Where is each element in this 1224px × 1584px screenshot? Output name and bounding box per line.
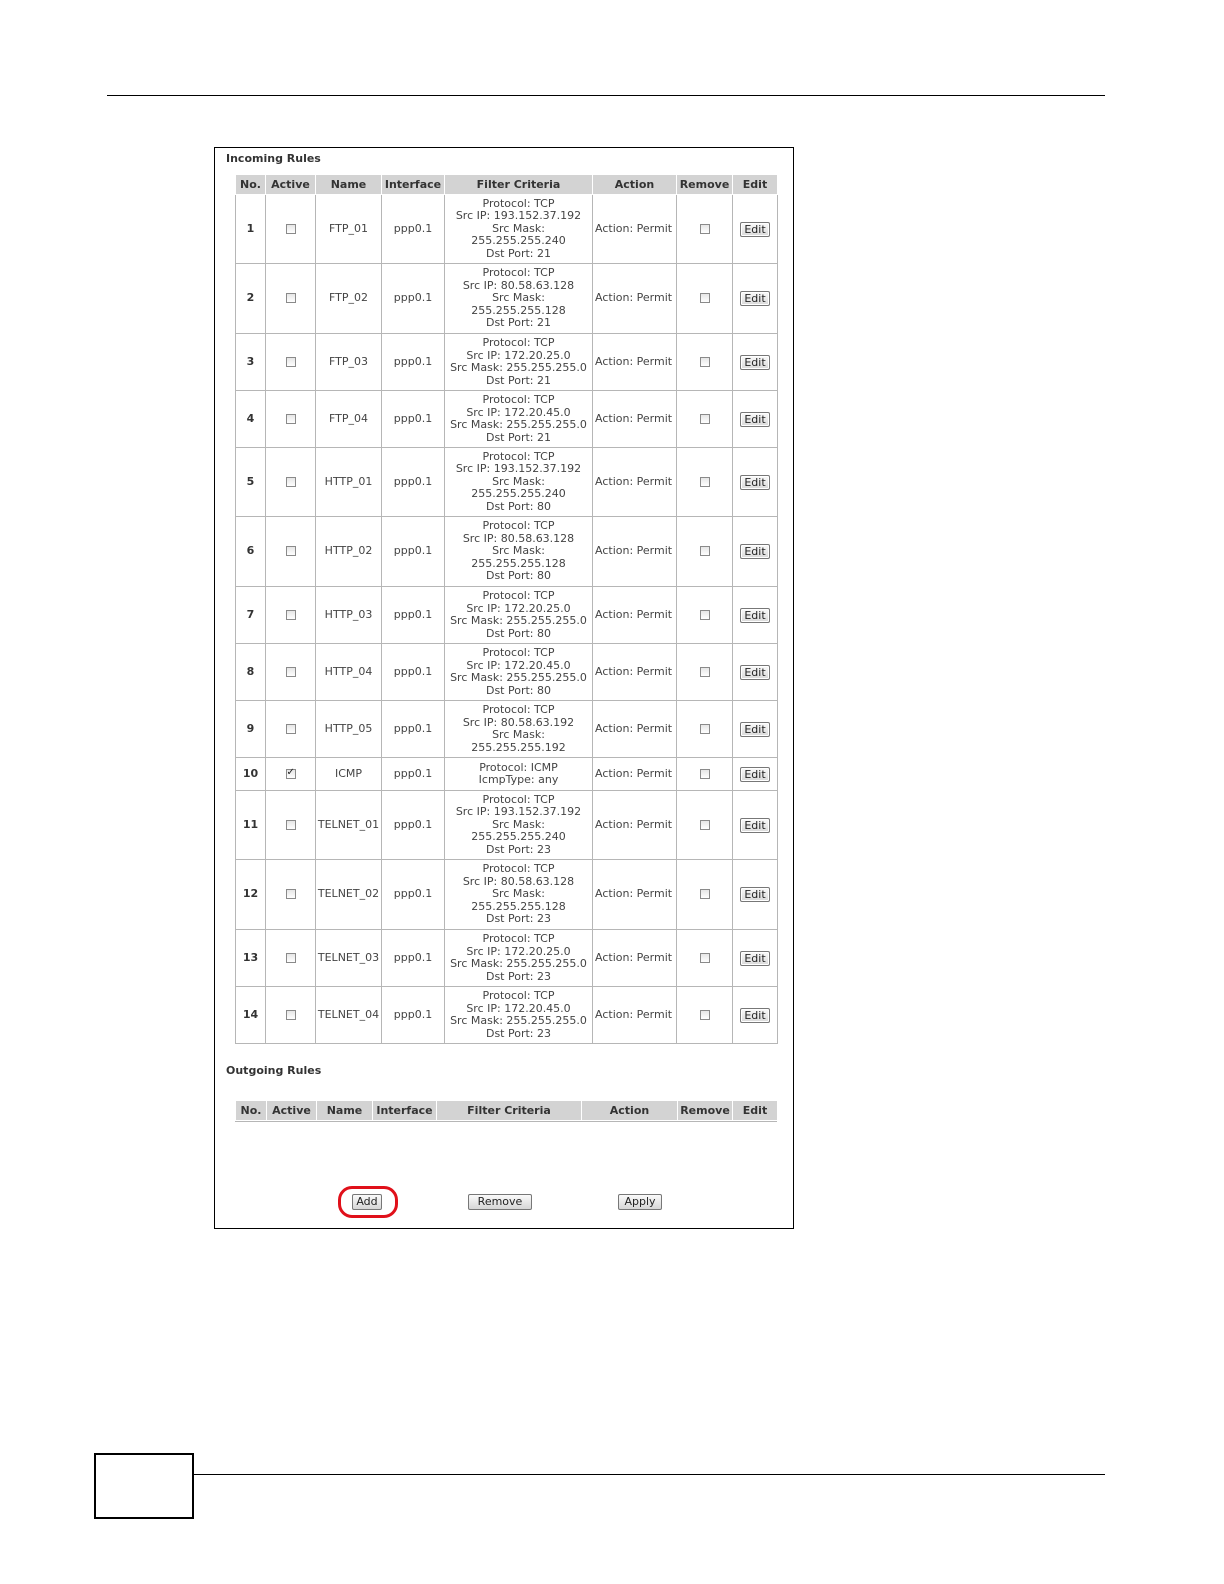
header-rule: [107, 95, 1105, 96]
criteria-line: Protocol: TCP: [482, 449, 555, 463]
firewall-rules-panel: [214, 147, 794, 1229]
edit-cell: [733, 860, 778, 930]
criteria-line: 255.255.255.240: [471, 830, 566, 844]
edit-cell: [733, 391, 778, 448]
criteria-line: Src IP: 193.152.37.192: [455, 805, 582, 819]
edit-cell: [733, 334, 778, 391]
rule-name: HTTP_01: [316, 448, 382, 517]
filter-criteria: [445, 987, 593, 1044]
incoming-col-header: Edit: [733, 175, 778, 195]
rule-name: FTP_02: [316, 264, 382, 334]
rule-name: FTP_01: [316, 195, 382, 264]
filter-criteria: [445, 644, 593, 701]
outgoing-rules-table: [235, 1100, 778, 1121]
criteria-line: Src IP: 172.20.25.0: [466, 348, 571, 362]
edit-button[interactable]: Edit: [740, 665, 769, 680]
active-checkbox[interactable]: [286, 477, 296, 487]
rule-action: Action: Permit: [593, 860, 677, 930]
active-cell: [266, 334, 316, 391]
table-row: [236, 860, 778, 930]
rule-interface: ppp0.1: [382, 860, 445, 930]
remove-checkbox[interactable]: [700, 414, 710, 424]
active-checkbox[interactable]: [286, 724, 296, 734]
remove-cell: [677, 758, 733, 791]
rule-number: 10: [236, 758, 266, 791]
criteria-line: Src IP: 172.20.45.0: [466, 658, 571, 672]
rule-interface: ppp0.1: [382, 195, 445, 264]
edit-button[interactable]: Edit: [740, 722, 769, 737]
page-number-box: [94, 1453, 194, 1519]
incoming-col-header: Action: [593, 175, 677, 195]
active-checkbox[interactable]: [286, 1010, 296, 1020]
incoming-rules-table: [235, 174, 778, 1044]
rule-number: 9: [236, 701, 266, 758]
criteria-line: Dst Port: 21: [485, 246, 552, 260]
active-checkbox[interactable]: [286, 667, 296, 677]
rule-name: HTTP_03: [316, 587, 382, 644]
active-checkbox[interactable]: [286, 546, 296, 556]
active-checkbox[interactable]: [286, 610, 296, 620]
edit-cell: [733, 587, 778, 644]
outgoing-table-divider: [235, 1121, 777, 1122]
criteria-line: 255.255.255.128: [471, 303, 566, 317]
remove-cell: [677, 791, 733, 860]
criteria-line: Dst Port: 80: [485, 569, 552, 583]
rule-action: Action: Permit: [593, 987, 677, 1044]
rule-number: 11: [236, 791, 266, 860]
criteria-line: Src IP: 193.152.37.192: [455, 209, 582, 223]
table-row: [236, 195, 778, 264]
criteria-line: Dst Port: 23: [485, 1026, 552, 1040]
remove-cell: [677, 448, 733, 517]
remove-cell: [677, 517, 733, 587]
rule-interface: ppp0.1: [382, 391, 445, 448]
rule-number: 14: [236, 987, 266, 1044]
rule-interface: ppp0.1: [382, 791, 445, 860]
remove-cell: [677, 391, 733, 448]
filter-criteria: [445, 930, 593, 987]
rule-interface: ppp0.1: [382, 517, 445, 587]
criteria-line: Protocol: TCP: [482, 862, 555, 876]
rule-name: FTP_04: [316, 391, 382, 448]
filter-criteria: [445, 517, 593, 587]
rule-interface: ppp0.1: [382, 758, 445, 791]
rule-action: Action: Permit: [593, 587, 677, 644]
remove-cell: [677, 334, 733, 391]
table-row: [236, 587, 778, 644]
criteria-line: Src IP: 80.58.63.192: [462, 715, 575, 729]
criteria-line: Protocol: TCP: [482, 336, 555, 349]
remove-checkbox[interactable]: [700, 357, 710, 367]
edit-cell: [733, 987, 778, 1044]
table-row: [236, 334, 778, 391]
active-cell: [266, 587, 316, 644]
criteria-line: Src IP: 172.20.25.0: [466, 601, 571, 615]
criteria-line: 255.255.255.192: [471, 740, 566, 754]
criteria-line: Protocol: ICMP: [479, 760, 558, 774]
edit-button[interactable]: Edit: [740, 412, 769, 427]
rule-action: Action: Permit: [593, 644, 677, 701]
active-checkbox[interactable]: [286, 224, 296, 234]
criteria-line: Src IP: 172.20.25.0: [466, 944, 571, 958]
edit-button[interactable]: Edit: [740, 767, 769, 782]
rule-number: 7: [236, 587, 266, 644]
remove-cell: [677, 860, 733, 930]
active-cell: [266, 701, 316, 758]
rule-name: HTTP_04: [316, 644, 382, 701]
criteria-line: Protocol: TCP: [482, 703, 555, 716]
outgoing-col-header: No.: [236, 1101, 267, 1121]
active-checkbox[interactable]: [286, 414, 296, 424]
criteria-line: Protocol: TCP: [482, 989, 555, 1002]
active-cell: [266, 758, 316, 791]
incoming-col-header: Name: [316, 175, 382, 195]
criteria-line: 255.255.255.240: [471, 234, 566, 248]
active-cell: [266, 930, 316, 987]
remove-checkbox[interactable]: [700, 820, 710, 830]
criteria-line: Src Mask: 255.255.255.0: [450, 1014, 587, 1027]
filter-criteria: [445, 334, 593, 391]
rule-action: Action: Permit: [593, 758, 677, 791]
criteria-line: Src Mask: 255.255.255.0: [450, 614, 587, 627]
table-row: [236, 517, 778, 587]
criteria-line: 255.255.255.128: [471, 556, 566, 570]
rule-action: Action: Permit: [593, 930, 677, 987]
incoming-col-header: Remove: [677, 175, 733, 195]
filter-criteria: [445, 791, 593, 860]
criteria-line: IcmpType: any: [478, 773, 559, 786]
incoming-header-row: [236, 175, 778, 195]
criteria-line: Src IP: 80.58.63.128: [462, 278, 575, 292]
edit-button[interactable]: Edit: [740, 291, 769, 306]
rule-number: 1: [236, 195, 266, 264]
criteria-line: Dst Port: 80: [485, 626, 552, 640]
rule-action: Action: Permit: [593, 264, 677, 334]
edit-button[interactable]: Edit: [740, 475, 769, 490]
criteria-line: Src Mask:: [492, 474, 545, 488]
criteria-line: Src Mask: 255.255.255.0: [450, 418, 587, 431]
criteria-line: Protocol: TCP: [482, 393, 555, 406]
remove-cell: [677, 587, 733, 644]
remove-checkbox[interactable]: [700, 1010, 710, 1020]
rule-number: 3: [236, 334, 266, 391]
edit-cell: [733, 791, 778, 860]
rule-number: 5: [236, 448, 266, 517]
table-row: [236, 930, 778, 987]
criteria-line: Src Mask: 255.255.255.0: [450, 671, 587, 684]
rule-number: 6: [236, 517, 266, 587]
outgoing-col-header: Remove: [678, 1101, 733, 1121]
rule-interface: ppp0.1: [382, 587, 445, 644]
table-row: [236, 701, 778, 758]
rule-action: Action: Permit: [593, 334, 677, 391]
remove-checkbox[interactable]: [700, 293, 710, 303]
criteria-line: Dst Port: 80: [485, 683, 552, 697]
criteria-line: Dst Port: 21: [485, 430, 552, 444]
rule-interface: ppp0.1: [382, 701, 445, 758]
outgoing-col-header: Name: [317, 1101, 373, 1121]
rule-action: Action: Permit: [593, 195, 677, 264]
rule-name: TELNET_02: [316, 860, 382, 930]
active-checkbox[interactable]: [286, 769, 296, 779]
table-row: [236, 987, 778, 1044]
add-button[interactable]: Add: [352, 1194, 382, 1210]
table-row: [236, 644, 778, 701]
edit-cell: [733, 517, 778, 587]
criteria-line: Protocol: TCP: [482, 519, 555, 533]
filter-criteria: [445, 860, 593, 930]
remove-cell: [677, 195, 733, 264]
criteria-line: Protocol: TCP: [482, 792, 555, 806]
edit-cell: [733, 195, 778, 264]
rule-number: 2: [236, 264, 266, 334]
incoming-col-header: Active: [266, 175, 316, 195]
edit-button[interactable]: Edit: [740, 544, 769, 559]
edit-button[interactable]: Edit: [740, 951, 769, 966]
edit-cell: [733, 930, 778, 987]
edit-cell: [733, 264, 778, 334]
active-cell: [266, 987, 316, 1044]
criteria-line: Src Mask:: [492, 221, 545, 235]
filter-criteria: [445, 701, 593, 758]
criteria-line: Src Mask:: [492, 817, 545, 831]
criteria-line: Src IP: 80.58.63.128: [462, 531, 575, 545]
filter-criteria: [445, 264, 593, 334]
incoming-rules-title: Incoming Rules: [226, 152, 321, 165]
criteria-line: Protocol: TCP: [482, 932, 555, 945]
active-cell: [266, 791, 316, 860]
criteria-line: Dst Port: 23: [485, 969, 552, 983]
rule-action: Action: Permit: [593, 517, 677, 587]
criteria-line: Src Mask:: [492, 544, 545, 558]
rule-action: Action: Permit: [593, 448, 677, 517]
criteria-line: Protocol: TCP: [482, 266, 555, 280]
criteria-line: Dst Port: 21: [485, 316, 552, 330]
remove-checkbox[interactable]: [700, 610, 710, 620]
table-row: [236, 758, 778, 791]
active-cell: [266, 391, 316, 448]
remove-button[interactable]: Remove: [468, 1194, 532, 1210]
rule-name: HTTP_05: [316, 701, 382, 758]
remove-checkbox[interactable]: [700, 477, 710, 487]
rule-name: FTP_03: [316, 334, 382, 391]
incoming-col-header: Filter Criteria: [445, 175, 593, 195]
active-cell: [266, 644, 316, 701]
rule-interface: ppp0.1: [382, 448, 445, 517]
edit-cell: [733, 758, 778, 791]
edit-button[interactable]: Edit: [740, 222, 769, 237]
criteria-line: Dst Port: 21: [485, 373, 552, 387]
rule-number: 12: [236, 860, 266, 930]
outgoing-col-header: Filter Criteria: [437, 1101, 582, 1121]
remove-checkbox[interactable]: [700, 667, 710, 677]
filter-criteria: [445, 391, 593, 448]
outgoing-col-header: Action: [582, 1101, 678, 1121]
rule-name: ICMP: [316, 758, 382, 791]
rule-name: TELNET_01: [316, 791, 382, 860]
rule-action: Action: Permit: [593, 791, 677, 860]
criteria-line: Src Mask:: [492, 887, 545, 901]
criteria-line: Protocol: TCP: [482, 196, 555, 210]
filter-criteria: [445, 758, 593, 791]
rule-interface: ppp0.1: [382, 334, 445, 391]
criteria-line: Protocol: TCP: [482, 646, 555, 659]
rule-action: Action: Permit: [593, 701, 677, 758]
criteria-line: Src Mask:: [492, 728, 545, 741]
apply-button[interactable]: Apply: [618, 1194, 662, 1210]
active-checkbox[interactable]: [286, 953, 296, 963]
outgoing-col-header: Active: [267, 1101, 317, 1121]
edit-cell: [733, 644, 778, 701]
rule-interface: ppp0.1: [382, 930, 445, 987]
criteria-line: Dst Port: 23: [485, 912, 552, 926]
rule-name: TELNET_04: [316, 987, 382, 1044]
active-cell: [266, 195, 316, 264]
criteria-line: Src IP: 172.20.45.0: [466, 405, 571, 419]
active-checkbox[interactable]: [286, 820, 296, 830]
criteria-line: 255.255.255.128: [471, 899, 566, 913]
criteria-line: 255.255.255.240: [471, 487, 566, 501]
criteria-line: Src IP: 80.58.63.128: [462, 874, 575, 888]
rule-interface: ppp0.1: [382, 987, 445, 1044]
criteria-line: Protocol: TCP: [482, 589, 555, 602]
table-row: [236, 264, 778, 334]
rule-interface: ppp0.1: [382, 264, 445, 334]
rule-number: 8: [236, 644, 266, 701]
outgoing-rules-title: Outgoing Rules: [226, 1064, 322, 1077]
remove-cell: [677, 644, 733, 701]
remove-checkbox[interactable]: [700, 953, 710, 963]
criteria-line: Src Mask: 255.255.255.0: [450, 361, 587, 374]
outgoing-col-header: Edit: [733, 1101, 778, 1121]
rule-name: HTTP_02: [316, 517, 382, 587]
active-cell: [266, 448, 316, 517]
edit-button[interactable]: Edit: [740, 608, 769, 623]
criteria-line: Dst Port: 23: [485, 842, 552, 856]
remove-cell: [677, 701, 733, 758]
table-row: [236, 391, 778, 448]
remove-checkbox[interactable]: [700, 224, 710, 234]
rule-number: 4: [236, 391, 266, 448]
footer-rule: [192, 1474, 1105, 1475]
rule-action: Action: Permit: [593, 391, 677, 448]
edit-button[interactable]: Edit: [740, 355, 769, 370]
edit-cell: [733, 448, 778, 517]
remove-cell: [677, 930, 733, 987]
active-cell: [266, 860, 316, 930]
remove-checkbox[interactable]: [700, 769, 710, 779]
filter-criteria: [445, 587, 593, 644]
edit-cell: [733, 701, 778, 758]
active-checkbox[interactable]: [286, 357, 296, 367]
rule-number: 13: [236, 930, 266, 987]
outgoing-header-row: [236, 1101, 778, 1121]
outgoing-col-header: Interface: [373, 1101, 437, 1121]
incoming-col-header: No.: [236, 175, 266, 195]
active-cell: [266, 264, 316, 334]
rule-interface: ppp0.1: [382, 644, 445, 701]
criteria-line: Src IP: 193.152.37.192: [455, 462, 582, 476]
active-checkbox[interactable]: [286, 293, 296, 303]
criteria-line: Dst Port: 80: [485, 499, 552, 513]
remove-checkbox[interactable]: [700, 889, 710, 899]
criteria-line: Src IP: 172.20.45.0: [466, 1001, 571, 1015]
edit-button[interactable]: Edit: [740, 818, 769, 833]
table-row: [236, 448, 778, 517]
table-row: [236, 791, 778, 860]
rule-name: TELNET_03: [316, 930, 382, 987]
filter-criteria: [445, 195, 593, 264]
filter-criteria: [445, 448, 593, 517]
criteria-line: Src Mask: 255.255.255.0: [450, 957, 587, 970]
edit-button[interactable]: Edit: [740, 887, 769, 902]
remove-checkbox[interactable]: [700, 724, 710, 734]
criteria-line: Src Mask:: [492, 291, 545, 305]
remove-cell: [677, 987, 733, 1044]
incoming-col-header: Interface: [382, 175, 445, 195]
active-checkbox[interactable]: [286, 889, 296, 899]
edit-button[interactable]: Edit: [740, 1008, 769, 1023]
active-cell: [266, 517, 316, 587]
remove-cell: [677, 264, 733, 334]
remove-checkbox[interactable]: [700, 546, 710, 556]
